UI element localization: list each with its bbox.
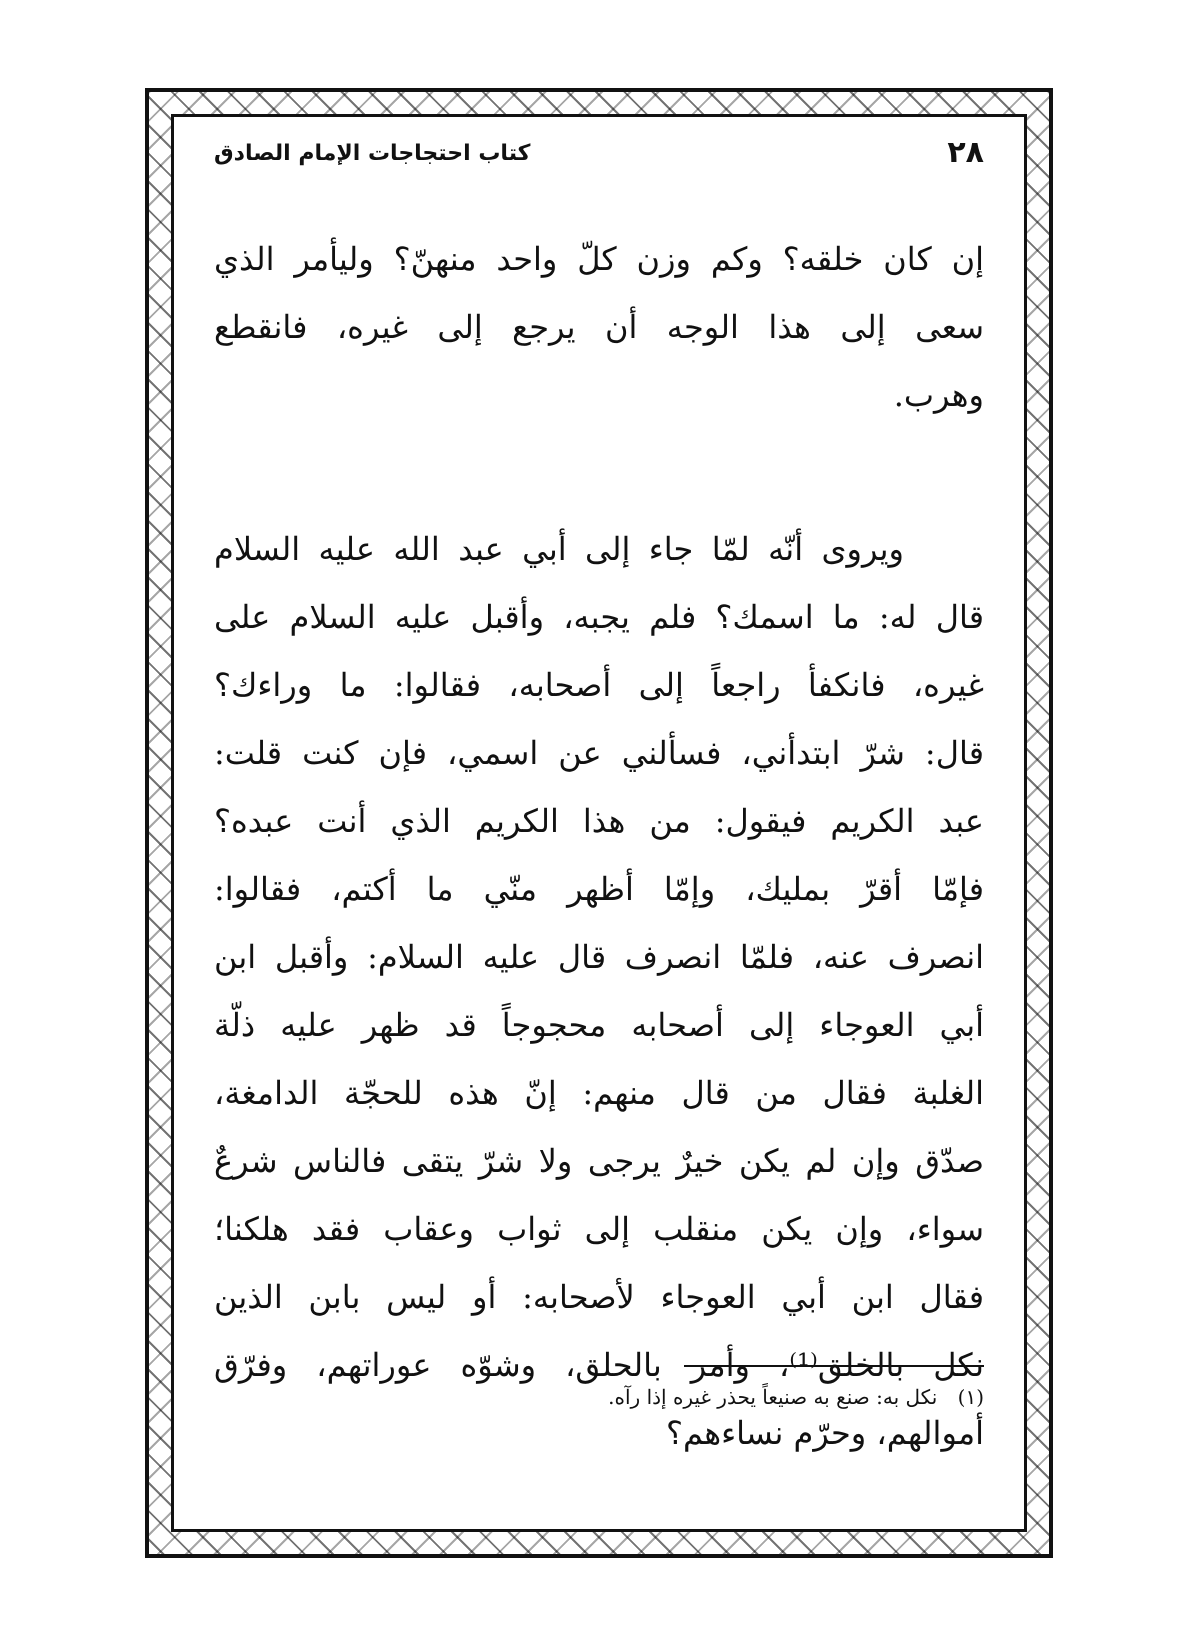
text-line: ويروى أنّه لمّا جاء إلى أبي عبد الله عليه السلام	[214, 530, 904, 568]
body-text	[214, 225, 984, 1467]
text-line: أبي العوجاء إلى أصحابه محجوجاً قد ظهر عليه ذلّة	[214, 1006, 984, 1044]
page-header	[214, 135, 984, 185]
text-line: الغلبة فقال من قال منهم: إنّ هذه للحجّة الدامغة،	[214, 1074, 984, 1112]
footnote-divider	[684, 1365, 984, 1367]
text-line: نكل بالخلق⁽¹⁾، وأمر بالحلق، وشوّه عوراتهم، وفرّق	[214, 1346, 984, 1384]
text-line: غيره، فانكفأ راجعاً إلى أصحابه، فقالوا: ما وراءك؟	[214, 666, 984, 704]
paragraph-1	[214, 225, 984, 429]
text-line: وهرب.	[893, 376, 984, 414]
text-line: فإمّا أقرّ بمليك، وإمّا أظهر منّي ما أكتم، فقالوا:	[214, 870, 984, 908]
page-number: ٢٨	[947, 135, 984, 170]
text-line: أموالهم، وحرّم نساءهم؟	[665, 1414, 984, 1452]
text-line: صدّق وإن لم يكن خيرٌ يرجى ولا شرّ يتقى فالناس شرعٌ	[214, 1142, 984, 1180]
footnote-marker: (١)	[957, 1385, 984, 1409]
decorative-border	[145, 88, 1053, 1558]
text-line: سواء، وإن يكن منقلب إلى ثواب وعقاب فقد هلكنا؛	[214, 1210, 984, 1248]
text-line: قال له: ما اسمك؟ فلم يجبه، وأقبل عليه السلام على	[214, 598, 984, 636]
page-area	[171, 114, 1027, 1532]
footnote	[214, 1385, 984, 1409]
footnote-text: نكل به: صنع به صنيعاً يحذر غيره إذا رآه.	[608, 1385, 938, 1409]
text-line: انصرف عنه، فلمّا انصرف قال عليه السلام: وأقبل ابن	[214, 938, 984, 976]
text-line: فقال ابن أبي العوجاء لأصحابه: أو ليس بابن الذين	[214, 1278, 984, 1316]
text-line: سعى إلى هذا الوجه أن يرجع إلى غيره، فانقطع	[214, 308, 984, 346]
text-line: عبد الكريم فيقول: من هذا الكريم الذي أنت عبده؟	[214, 802, 984, 840]
paragraph-gap	[214, 429, 984, 515]
running-title: كتاب احتجاجات الإمام الصادق	[214, 141, 531, 166]
text-line: إن كان خلقه؟ وكم وزن كلّ واحد منهنّ؟ وليأمر الذي	[214, 240, 984, 278]
paragraph-2	[214, 515, 984, 1467]
text-line: قال: شرّ ابتدأني، فسألني عن اسمي، فإن كنت قلت:	[214, 734, 984, 772]
